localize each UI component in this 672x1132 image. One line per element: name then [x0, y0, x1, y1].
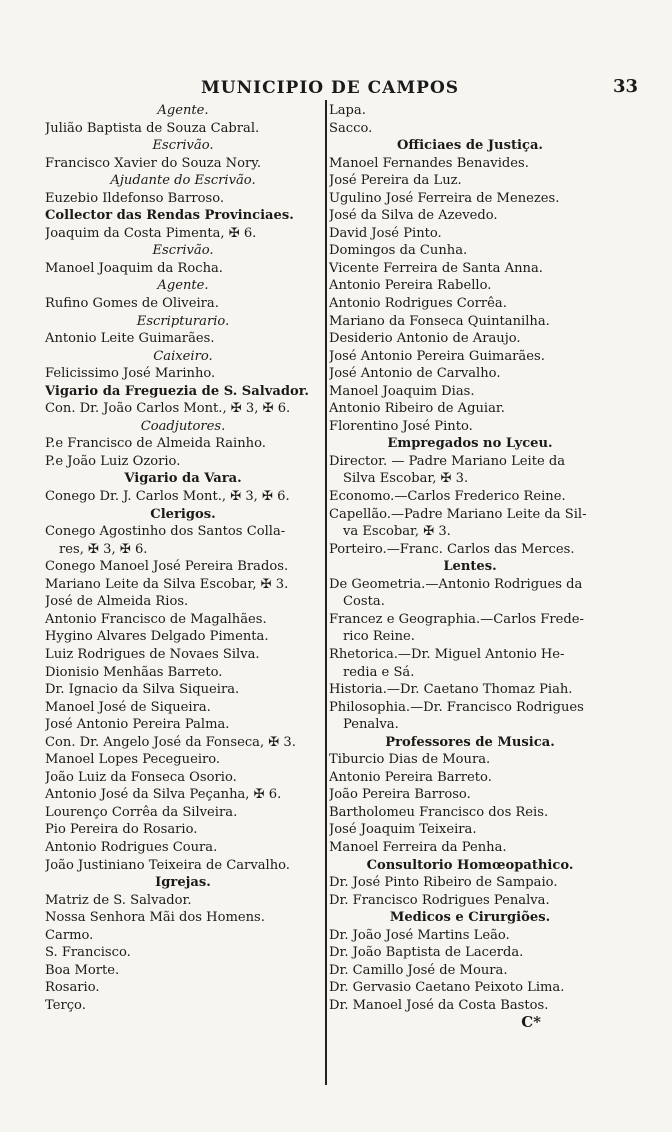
entry-line: Antonio José da Silva Peçanha, ✠ 6. — [45, 787, 282, 803]
role-heading: Escrivão. — [152, 138, 214, 154]
entry-line: Luiz Rodrigues de Novaes Silva. — [45, 646, 260, 662]
entry-line: Francez e Geographia.—Carlos Frede- — [329, 611, 584, 627]
entry-line: Pio Pereira do Rosario. — [45, 822, 198, 838]
entry-line: Manoel Joaquim da Rocha. — [45, 260, 223, 276]
section-heading: Professores de Musica. — [385, 734, 555, 750]
section-heading: Vigario da Vara. — [124, 471, 242, 487]
page-header — [40, 76, 638, 100]
entry-line: José Pereira da Luz. — [329, 173, 462, 189]
entry-line: Ugulino José Ferreira de Menezes. — [329, 190, 560, 206]
entry-line: Lourenço Corrêa da Silveira. — [45, 804, 238, 820]
column-divider — [325, 100, 327, 1085]
role-heading: Escrivão. — [152, 243, 214, 259]
entry-line: João Justiniano Teixeira de Carvalho. — [45, 857, 290, 873]
entry-line: Rufino Gomes de Oliveira. — [45, 296, 219, 312]
entry-line: redia e Sá. — [343, 664, 415, 680]
entry-line: Manoel Lopes Pecegueiro. — [45, 752, 221, 768]
entry-line: José Antonio Pereira Palma. — [45, 717, 230, 733]
entry-line: Antonio Ribeiro de Aguiar. — [329, 401, 505, 417]
entry-line: rico Reine. — [343, 629, 415, 645]
page-title: MUNICIPIO DE CAMPOS — [200, 78, 460, 98]
entry-line: Boa Morte. — [45, 962, 120, 978]
entry-line: José da Silva de Azevedo. — [329, 208, 498, 224]
entry-line: va Escobar, ✠ 3. — [343, 524, 451, 540]
entry-line: Bartholomeu Francisco dos Reis. — [329, 804, 549, 820]
entry-line: José Antonio de Carvalho. — [329, 366, 501, 382]
entry-line: Dr. Ignacio da Silva Siqueira. — [45, 682, 240, 698]
section-heading: Medicos e Cirurgiões. — [389, 910, 551, 926]
entry-line: David José Pinto. — [329, 225, 442, 241]
entry-line: P.e João Luiz Ozorio. — [45, 453, 181, 469]
entry-line: P.e Francisco de Almeida Rainho. — [45, 436, 266, 452]
entry-line: Historia.—Dr. Caetano Thomaz Piah. — [329, 682, 573, 698]
entry-line: Dr. João Baptista de Lacerda. — [329, 945, 524, 961]
entry-line: José Antonio Pereira Guimarães. — [329, 348, 545, 364]
entry-line: José de Almeida Rios. — [45, 594, 189, 610]
entry-line: Porteiro.—Franc. Carlos das Merces. — [329, 541, 575, 557]
entry-line: Antonio Leite Guimarães. — [45, 331, 215, 347]
left-column — [45, 102, 321, 1014]
entry-line: Dr. José Pinto Ribeiro de Sampaio. — [329, 875, 558, 891]
entry-line: C* — [521, 1014, 541, 1032]
role-heading: Escripturario. — [136, 313, 230, 329]
entry-line: De Geometria.—Antonio Rodrigues da — [329, 576, 583, 592]
entry-line: Desiderio Antonio de Araujo. — [329, 331, 521, 347]
entry-line: Francisco Xavier do Souza Nory. — [45, 155, 262, 171]
entry-line: Antonio Rodrigues Corrêa. — [329, 296, 507, 312]
role-heading: Caixeiro. — [153, 348, 213, 364]
entry-line: Economo.—Carlos Frederico Reine. — [329, 489, 566, 505]
entry-line: Dr. Gervasio Caetano Peixoto Lima. — [329, 980, 565, 996]
entry-line: João Pereira Barroso. — [329, 787, 471, 803]
entry-line: Con. Dr. Angelo José da Fonseca, ✠ 3. — [45, 734, 296, 750]
role-heading: Ajudante do Escrivão. — [110, 173, 256, 189]
entry-line: Conego Manoel José Pereira Brados. — [45, 559, 289, 575]
section-heading: Collector das Rendas Provinciaes. — [45, 208, 294, 224]
entry-line: Capellão.—Padre Mariano Leite da Sil- — [329, 506, 587, 522]
entry-line: Dr. Manoel José da Costa Bastos. — [329, 997, 549, 1013]
entry-line: José Joaquim Teixeira. — [329, 822, 477, 838]
section-heading: Vigario da Freguezia de S. Salvador. — [45, 383, 309, 399]
entry-line: Costa. — [343, 594, 385, 610]
entry-line: Dr. Francisco Rodrigues Penalva. — [329, 892, 550, 908]
section-heading: Empregados no Lyceu. — [387, 436, 553, 452]
entry-line: Manoel José de Siqueira. — [45, 699, 211, 715]
right-column — [329, 102, 611, 1032]
entry-line: Director. — Padre Mariano Leite da — [329, 453, 566, 469]
entry-line: Dionisio Menhãas Barreto. — [45, 664, 223, 680]
entry-line: Silva Escobar, ✠ 3. — [343, 471, 469, 487]
entry-line: Mariano Leite da Silva Escobar, ✠ 3. — [45, 576, 289, 592]
role-heading: Agente. — [157, 103, 209, 118]
entry-line: João Luiz da Fonseca Osorio. — [45, 769, 237, 785]
entry-line: Mariano da Fonseca Quintanilha. — [329, 313, 550, 329]
entry-line: Manoel Joaquim Dias. — [329, 383, 475, 399]
entry-line: Antonio Pereira Barreto. — [329, 769, 492, 785]
entry-line: Philosophia.—Dr. Francisco Rodrigues — [329, 699, 584, 715]
entry-line: Lapa. — [329, 103, 366, 118]
entry-line: Felicissimo José Marinho. — [45, 366, 216, 382]
entry-line: Florentino José Pinto. — [329, 418, 473, 434]
entry-line: Dr. Camillo José de Moura. — [329, 962, 508, 978]
entry-line: Manoel Fernandes Benavides. — [329, 155, 529, 171]
entry-line: Rosario. — [45, 980, 100, 996]
section-heading: Lentes. — [443, 559, 497, 575]
section-heading: Officiaes de Justiça. — [397, 138, 543, 154]
entry-line: res, ✠ 3, ✠ 6. — [59, 541, 148, 557]
entry-line: Con. Dr. João Carlos Mont., ✠ 3, ✠ 6. — [45, 401, 291, 417]
entry-line: Sacco. — [329, 120, 373, 136]
entry-line: Matriz de S. Salvador. — [45, 892, 192, 908]
section-heading: Igrejas. — [155, 875, 211, 891]
role-heading: Agente. — [157, 278, 209, 294]
entry-line: S. Francisco. — [45, 945, 131, 961]
entry-line: Conego Dr. J. Carlos Mont., ✠ 3, ✠ 6. — [45, 489, 290, 505]
entry-line: Penalva. — [343, 717, 399, 733]
section-heading: Consultorio Homœopathico. — [366, 857, 574, 873]
entry-line: Conego Agostinho dos Santos Colla- — [45, 524, 286, 540]
entry-line: Domingos da Cunha. — [329, 243, 468, 259]
entry-line: Euzebio Ildefonso Barroso. — [45, 190, 225, 206]
section-heading: Clerigos. — [150, 506, 216, 522]
entry-line: Dr. João José Martins Leão. — [329, 927, 510, 943]
entry-line: Antonio Francisco de Magalhães. — [45, 611, 267, 627]
entry-line: Hygino Alvares Delgado Pimenta. — [45, 629, 269, 645]
entry-line: Manoel Ferreira da Penha. — [329, 839, 507, 855]
entry-line: Antonio Pereira Rabello. — [329, 278, 492, 294]
entry-line: Terço. — [45, 997, 86, 1013]
entry-line: Julião Baptista de Souza Cabral. — [45, 120, 260, 136]
entry-line: Joaquim da Costa Pimenta, ✠ 6. — [45, 225, 257, 241]
entry-line: Rhetorica.—Dr. Miguel Antonio He- — [329, 646, 565, 662]
entry-line: Vicente Ferreira de Santa Anna. — [329, 260, 543, 276]
page-number: 33 — [612, 76, 638, 97]
entry-line: Antonio Rodrigues Coura. — [45, 839, 218, 855]
entry-line: Nossa Senhora Mãi dos Homens. — [45, 910, 265, 926]
entry-line: Tiburcio Dias de Moura. — [329, 752, 491, 768]
entry-line: Carmo. — [45, 927, 94, 943]
role-heading: Coadjutores. — [140, 418, 226, 434]
